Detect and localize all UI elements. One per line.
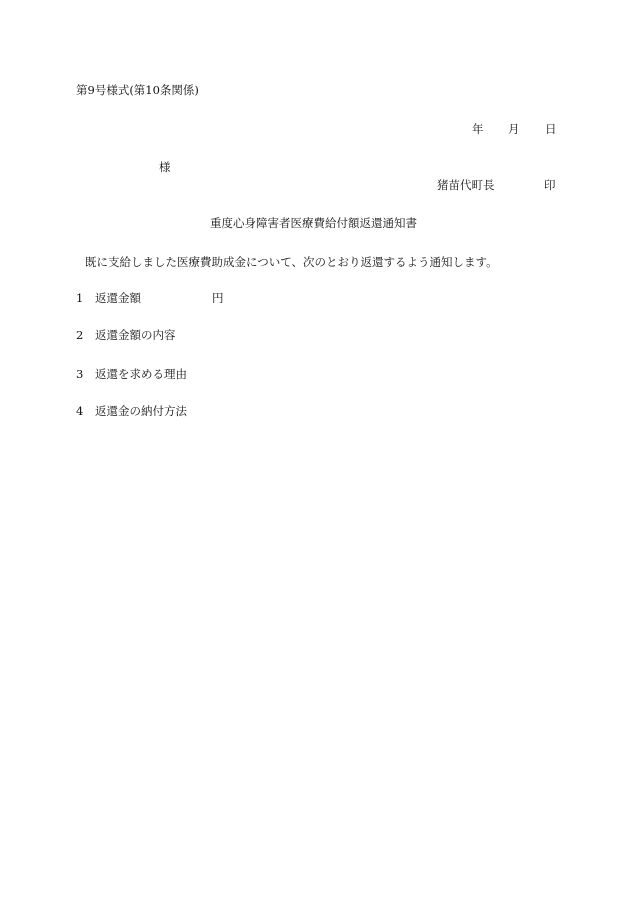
date-day-label: 日 [545,122,557,136]
item-number: 4 [76,404,84,418]
form-number: 第9号様式(第10条関係) [76,83,199,97]
date-year-label: 年 [472,122,484,136]
list-item-refund-amount [76,293,224,305]
list-item-refund-reason [76,369,187,381]
item-number: 1 [76,291,84,305]
issuer-title: 猪苗代町長 [437,178,495,192]
item-label: 返還金額 [95,291,141,305]
list-item-refund-details [76,330,176,342]
item-label: 返還金額の内容 [95,328,176,342]
seal-mark: 印 [544,178,556,192]
currency-unit: 円 [212,291,224,305]
body-paragraph: 既に支給しました医療費助成金について、次のとおり返還するよう通知します。 [85,255,498,269]
item-number: 2 [76,328,84,342]
item-label: 返還を求める理由 [95,367,187,381]
list-item-payment-method [76,406,187,418]
document-title: 重度心身障害者医療費給付額返還通知書 [210,216,417,230]
date-line [472,124,557,136]
date-month-label: 月 [508,122,520,136]
item-label: 返還金の納付方法 [95,404,187,418]
issuer-line [437,180,556,192]
recipient-honorific: 様 [159,160,171,174]
item-number: 3 [76,367,84,381]
